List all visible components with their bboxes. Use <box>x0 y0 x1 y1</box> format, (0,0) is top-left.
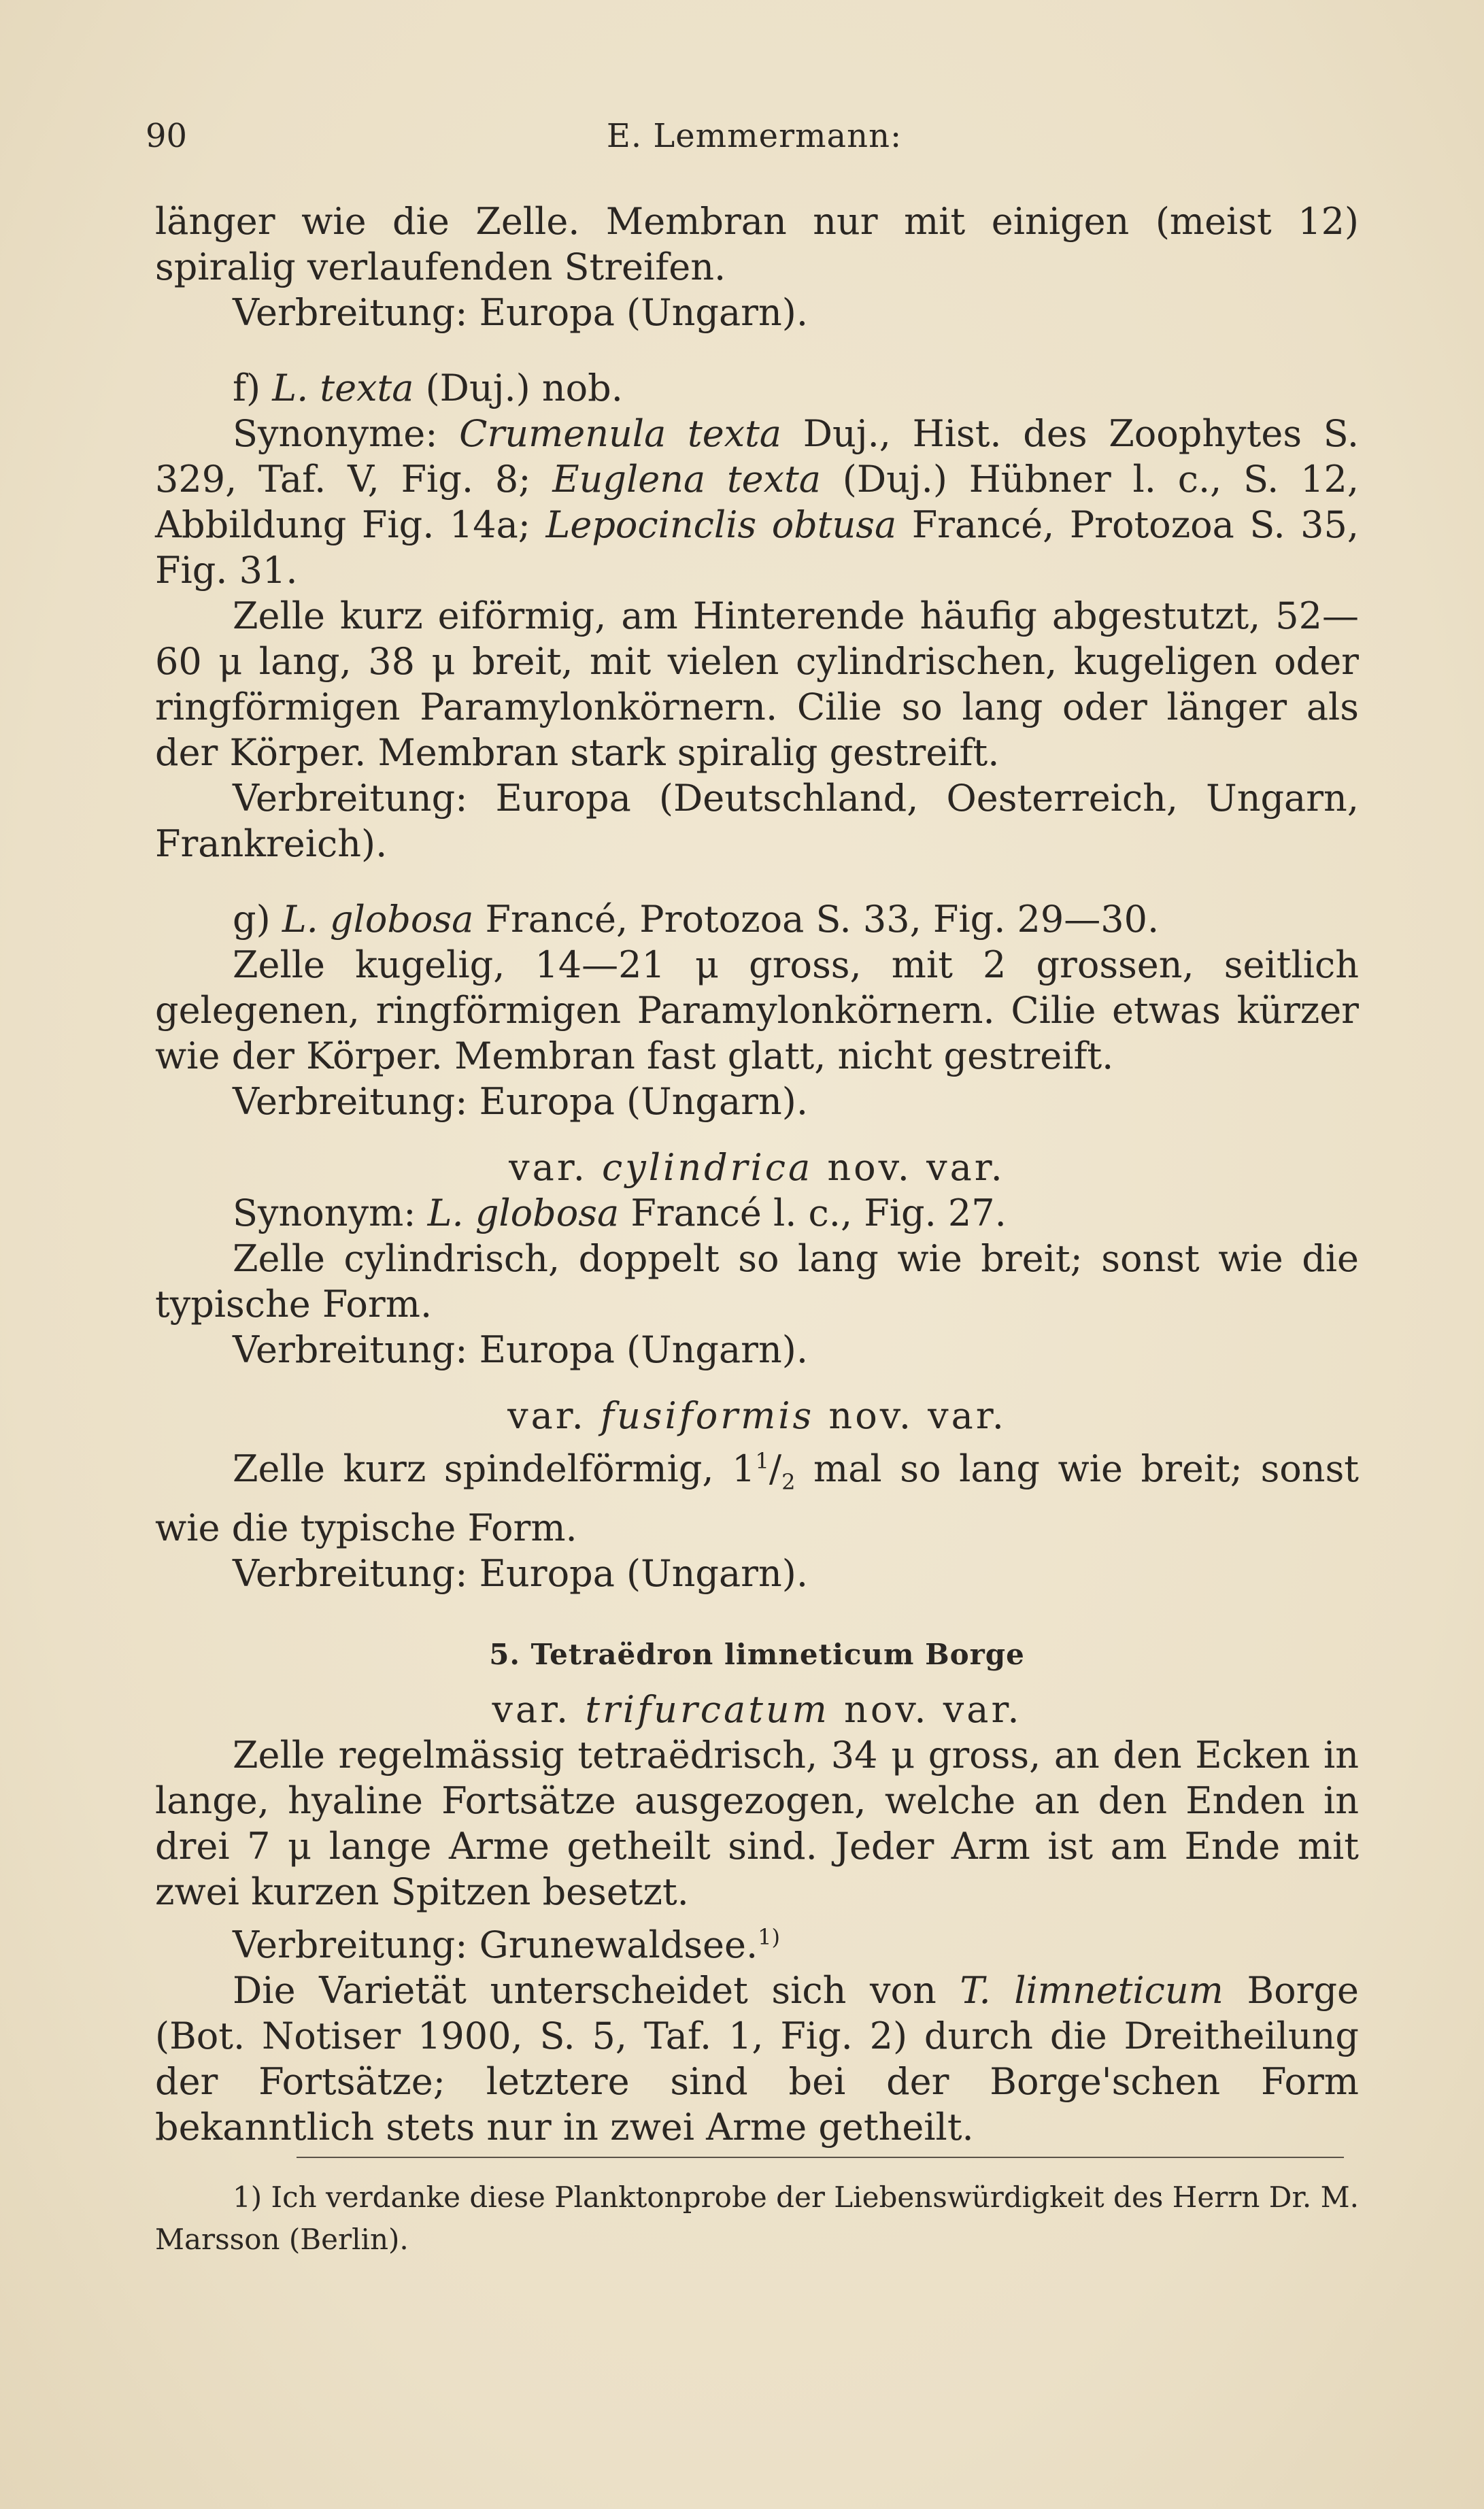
footnote-reference[interactable]: 1) <box>758 1923 780 1950</box>
distribution-line: Verbreitung: Europa (Ungarn). <box>233 291 808 334</box>
footnote-line: M. Marsson (Berlin). <box>155 2180 1359 2256</box>
distribution-line-cylindrica: Verbreitung: Europa (Ungarn). <box>233 1328 808 1371</box>
synonym-name: L. globosa <box>427 1192 620 1234</box>
synonym-ref: (Duj.) Hübner l. c., S. 12, Abbildung Fig. 14a; <box>155 458 1360 546</box>
variety-name: trifurcatum <box>585 1687 830 1731</box>
variety-name: fusiformis <box>601 1394 815 1437</box>
description-paragraph-g: Zelle kugelig, 14—21 μ gross, mit 2 grossen, seitlich gelegenen, ringförmigen Paramylonkörnern. Cilie etwas kürzer wie der Körper. Membran fast glatt, nicht gestreift. <box>155 943 1359 1077</box>
synonym-paragraph-f <box>155 411 1359 593</box>
species-name: L. globosa <box>282 898 474 941</box>
species-name: T. limneticum <box>960 1968 1224 2012</box>
footnote-text <box>155 2176 1359 2261</box>
description-paragraph-trifurcatum: Zelle regelmässig tetraëdrisch, 34 μ gross, an den Ecken in lange, hyaline Fortsätze ausgezogen, welche an den Enden in drei 7 μ lange Arme getheilt sind. Jeder Arm ist am Ende mit zwei kurzen Spitzen besetzt. <box>155 1733 1359 1913</box>
variety-label: var. <box>509 1146 603 1189</box>
remark-text: Borge (Bot. Notiser 1900, S. 5, Taf. 1, Fig. 2) durch die Dreitheilung der Fortsätze; letztere sind bei der Borge'schen Form bekanntlich stets nur in zwei Arme getheilt. <box>155 1968 1359 2149</box>
heading-label: f) <box>233 367 273 409</box>
fraction-denominator: 2 <box>781 1468 796 1495</box>
species-heading-g <box>155 896 1359 942</box>
description-paragraph-fusiformis <box>155 1438 1359 1551</box>
distribution-text: Verbreitung: Grunewaldsee. <box>233 1923 758 1966</box>
footnote <box>155 2176 1359 2261</box>
variety-heading-fusiformis <box>155 1393 1359 1438</box>
heading-label: g) <box>233 898 282 941</box>
description-paragraph-f: Zelle kurz eiförmig, am Hinterende häufig abgestutzt, 52—60 μ lang, 38 μ breit, mit vielen cylindrischen, kugeligen oder ringförmigen Paramylonkörnern. Cilie so lang oder länger als der Körper. Membran stark spiralig gestreift. <box>155 594 1359 774</box>
description-paragraph-cylindrica: Zelle cylindrisch, doppelt so lang wie breit; sonst wie die typische Form. <box>155 1237 1359 1326</box>
fraction-numerator: 1 <box>755 1448 769 1474</box>
synonym-ref: Francé, Protozoa S. 35, Fig. 31. <box>155 503 1360 592</box>
variety-name: cylindrica <box>602 1146 813 1189</box>
distribution-line-fusiformis: Verbreitung: Europa (Ungarn). <box>233 1551 808 1595</box>
synonym-name: Euglena texta <box>552 458 821 501</box>
synonym-label: Synonyme: <box>233 412 460 455</box>
remark-paragraph <box>155 1968 1359 2150</box>
remark-text: Die Varietät unterscheidet sich von <box>233 1968 960 2012</box>
section-heading-tetraedron: 5. Tetraëdron limneticum Borge <box>489 1637 1025 1671</box>
footnote-line: 1) Ich verdanke diese Planktonprobe der Liebenswürdigkeit des Herrn Dr. <box>233 2180 1321 2214</box>
species-name: L. texta <box>272 367 414 409</box>
running-title: E. Lemmermann: <box>606 117 903 155</box>
variety-suffix: nov. var. <box>829 1687 1022 1731</box>
footnote-divider <box>297 2157 1344 2158</box>
synonym-label: Synonym: <box>233 1192 428 1234</box>
heading-authority: (Duj.) nob. <box>414 367 623 409</box>
running-head <box>146 117 1363 165</box>
variety-label: var. <box>492 1687 586 1731</box>
page-number: 90 <box>146 117 188 155</box>
distribution-line-g: Verbreitung: Europa (Ungarn). <box>233 1080 808 1123</box>
synonym-name: Crumenula texta <box>459 412 782 455</box>
distribution-line-trifurcatum <box>155 1915 1359 1968</box>
variety-label: var. <box>507 1394 601 1437</box>
species-heading-f <box>155 365 1359 411</box>
variety-heading-cylindrica <box>155 1145 1359 1190</box>
synonym-ref: Duj., Hist. des Zoophytes S. 329, Taf. V, Fig. 8; <box>155 412 1359 501</box>
variety-heading-trifurcatum <box>155 1687 1359 1732</box>
distribution-line-f: Verbreitung: Europa (Deutschland, Oesterreich, Ungarn, Frankreich). <box>155 777 1359 865</box>
variety-suffix: nov. var. <box>813 1146 1005 1189</box>
synonym-name: Lepocinclis obtusa <box>545 503 897 546</box>
main-text <box>155 199 1359 2150</box>
synonym-line-cylindrica <box>155 1190 1359 1236</box>
fraction-slash: / <box>769 1447 782 1490</box>
description-text: Zelle kurz spindelförmig, 1 <box>233 1447 756 1490</box>
heading-authority: Francé, Protozoa S. 33, Fig. 29—30. <box>473 898 1160 941</box>
continuation-paragraph: länger wie die Zelle. Membran nur mit einigen (meist 12) spiralig verlaufenden Streifen. <box>155 200 1359 288</box>
synonym-ref: Francé l. c., Fig. 27. <box>619 1192 1007 1234</box>
description-text: mal so lang wie breit; sonst wie die typische Form. <box>155 1447 1360 1549</box>
variety-suffix: nov. var. <box>814 1394 1007 1437</box>
